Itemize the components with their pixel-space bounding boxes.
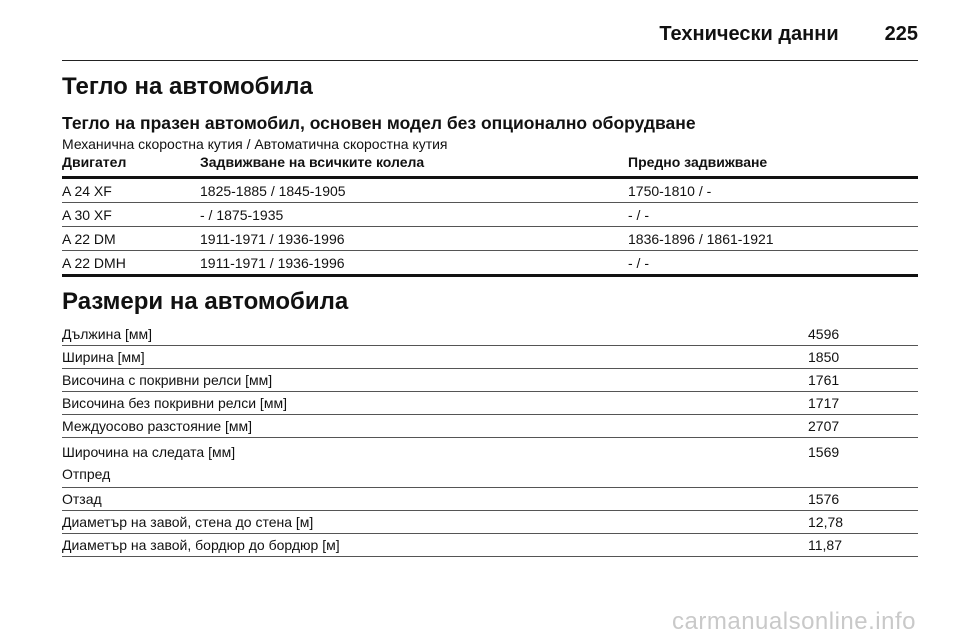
dimension-label: Междуосово разстояние [мм]: [62, 415, 808, 438]
table-row: [62, 488, 918, 511]
fwd-cell: 1750-1810 / -: [628, 178, 918, 203]
engine-cell: A 24 XF: [62, 178, 200, 203]
dimensions-title: Размери на автомобила: [62, 288, 349, 315]
page-header: [62, 14, 918, 54]
column-header-awd: Задвижване на всичките колела: [200, 154, 628, 178]
engine-cell: A 22 DM: [62, 227, 200, 251]
column-header-fwd: Предно задвижване: [628, 154, 918, 178]
table-header-row: [62, 154, 918, 178]
dimension-value: 2707: [808, 415, 918, 438]
header-divider: [62, 60, 918, 61]
dimensions-table: [62, 323, 918, 557]
weights-subtitle: Тегло на празен автомобил, основен модел без опционално оборудване: [62, 113, 696, 133]
table-row: [62, 438, 918, 488]
dimension-label: Ширина [мм]: [62, 346, 808, 369]
engine-cell: A 22 DMH: [62, 251, 200, 276]
dimension-value: 1761: [808, 369, 918, 392]
awd-cell: 1911-1971 / 1936-1996: [200, 227, 628, 251]
table-row: [62, 369, 918, 392]
table-row: [62, 346, 918, 369]
fwd-cell: - / -: [628, 203, 918, 227]
dimension-label: Диаметър на завой, стена до стена [м]: [62, 511, 808, 534]
table-row: [62, 203, 918, 227]
dimension-value: 4596: [808, 323, 918, 346]
table-row: [62, 251, 918, 276]
dimension-value: 1576: [808, 488, 918, 511]
dimension-value: 1850: [808, 346, 918, 369]
table-row: [62, 534, 918, 557]
weights-note: Механична скоростна кутия / Автоматична скоростна кутия: [62, 136, 448, 152]
dimension-label: Отзад: [62, 488, 808, 511]
engine-cell: A 30 XF: [62, 203, 200, 227]
column-header-engine: Двигател: [62, 154, 200, 178]
dimension-value: 12,78: [808, 511, 918, 534]
page-number: 225: [884, 22, 918, 45]
dimension-label: Височина с покривни релси [мм]: [62, 369, 808, 392]
table-row: [62, 227, 918, 251]
table-row: [62, 178, 918, 203]
dimension-label: Широчина на следата [мм]: [62, 444, 236, 460]
awd-cell: - / 1875-1935: [200, 203, 628, 227]
fwd-cell: - / -: [628, 251, 918, 276]
dimension-label-group: [62, 438, 808, 488]
dimension-label: Дължина [мм]: [62, 323, 808, 346]
page-content: [62, 72, 918, 557]
table-row: [62, 392, 918, 415]
table-row: [62, 323, 918, 346]
dimension-value: 11,87: [808, 534, 918, 557]
fwd-cell: 1836-1896 / 1861-1921: [628, 227, 918, 251]
dimension-value: 1569: [808, 438, 918, 488]
dimension-label: Височина без покривни релси [мм]: [62, 392, 808, 415]
awd-cell: 1825-1885 / 1845-1905: [200, 178, 628, 203]
weights-table: [62, 154, 918, 277]
dimension-sublabel: Отпред: [62, 466, 111, 482]
dimension-value: 1717: [808, 392, 918, 415]
awd-cell: 1911-1971 / 1936-1996: [200, 251, 628, 276]
dimension-label: Диаметър на завой, бордюр до бордюр [м]: [62, 534, 808, 557]
table-row: [62, 511, 918, 534]
table-row: [62, 415, 918, 438]
weights-title: Тегло на автомобила: [62, 73, 313, 100]
section-title: Технически данни: [659, 22, 839, 45]
site-watermark: carmanualsonline.info: [672, 608, 916, 635]
